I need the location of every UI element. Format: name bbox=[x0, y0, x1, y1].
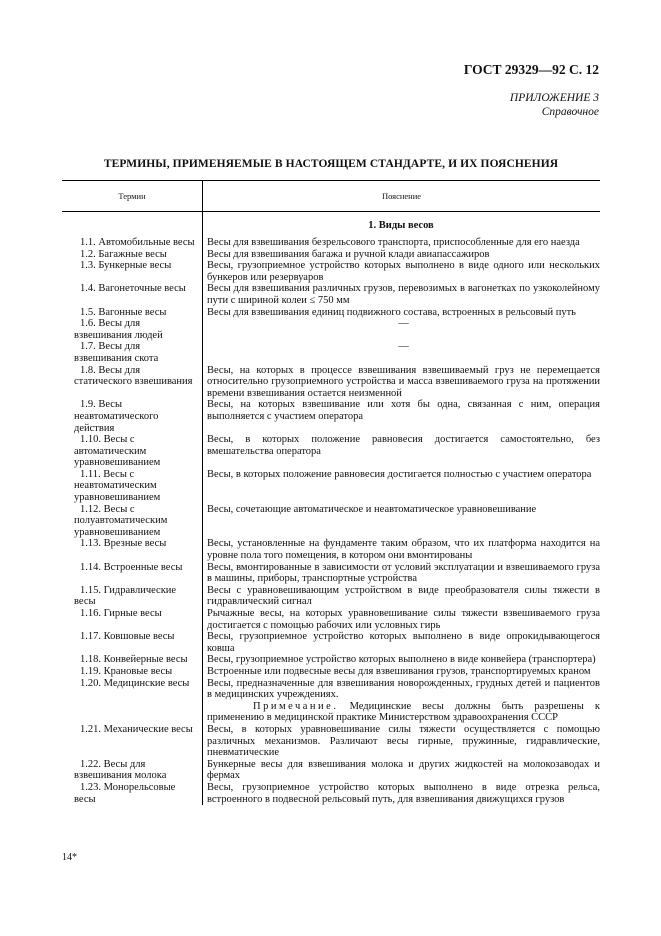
explanation-cell: Бункерные весы для взвешивания молока и других жидкостей на молокозаводах и фермах bbox=[207, 758, 600, 782]
explanation-cell: Встроенные или подвесные весы для взвешивания грузов, транспортируемых краном bbox=[207, 665, 591, 677]
table-row bbox=[62, 585, 600, 608]
term-cell: 1.17. Ковшовые весы bbox=[80, 631, 175, 643]
term-cell: 1.14. Встроенные весы bbox=[80, 561, 183, 573]
term-cell: 1.23. Монорельсовые весы bbox=[74, 781, 176, 805]
table-row bbox=[62, 759, 600, 782]
explanation-cell: Весы, в которых уравновешивание силы тяжести осуществляется с помощью различных механизмов. Различают весы гирные, пружинные, гидравлические, пневматические bbox=[207, 723, 600, 759]
table-row bbox=[62, 504, 600, 539]
terms-table bbox=[62, 180, 600, 805]
term-cell: 1.11. Весы с неавтоматическим уравновешиванием bbox=[74, 468, 161, 504]
explanation-cell: Весы, в которых положение равновесия достигается самостоятельно, без вмешательства оператора bbox=[207, 434, 600, 457]
term-cell: 1.16. Гирные весы bbox=[80, 608, 162, 619]
appendix-type: Справочное bbox=[541, 106, 599, 118]
table-row bbox=[62, 318, 600, 341]
term-cell: 1.18. Конвейерные весы bbox=[80, 654, 188, 666]
term-cell: 1.2. Багажные весы bbox=[80, 248, 167, 260]
table-row bbox=[62, 538, 600, 561]
note-label: Примечание. bbox=[253, 700, 339, 712]
table-row bbox=[62, 654, 600, 666]
term-cell: 1.21. Механические весы bbox=[80, 723, 193, 735]
term-cell: 1.7. Весы для взвешивания скота bbox=[74, 341, 159, 364]
table-note bbox=[62, 701, 600, 724]
explanation-cell: Весы, грузоприемное устройство которых выполнено в виде конвейера (транспортера) bbox=[207, 654, 596, 666]
explanation-cell: Весы, предназначенные для взвешивания новорожденных, грудных детей и пациентов в медицинских учреждениях. bbox=[207, 677, 600, 701]
table-row bbox=[62, 724, 600, 759]
explanation-cell: Весы, на которых в процессе взвешивания взвешиваемый груз не перемещается относительно грузоприемного устройства и масса взвешиваемого груза на протяжении времени взвешивания остается неизменной bbox=[207, 364, 600, 399]
table-row bbox=[62, 666, 600, 678]
explanation-cell: Весы для взвешивания единиц подвижного состава, встроенных в рельсовый путь bbox=[207, 306, 576, 318]
table-row bbox=[62, 307, 600, 319]
page-title: ТЕРМИНЫ, ПРИМЕНЯЕМЫЕ В НАСТОЯЩЕМ СТАНДАРТЕ, И ИХ ПОЯСНЕНИЯ bbox=[103, 158, 559, 170]
table-body bbox=[62, 212, 600, 805]
term-cell: 1.10. Весы с автоматическим уравновешиванием bbox=[74, 434, 161, 469]
column-header-explanation: Пояснение bbox=[381, 191, 422, 201]
explanation-cell: Весы, сочетающие автоматическое и неавтоматическое уравновешивание bbox=[207, 503, 537, 515]
term-cell: 1.4. Вагонеточные весы bbox=[80, 283, 186, 295]
table-row bbox=[62, 399, 600, 434]
table-row bbox=[62, 562, 600, 585]
table-row bbox=[62, 678, 600, 701]
term-cell: 1.6. Весы для взвешивания людей bbox=[74, 318, 163, 341]
explanation-cell: Весы, грузоприемное устройство которых выполнено в виде опрокидывающегося ковша bbox=[207, 631, 600, 654]
explanation-cell: — bbox=[398, 318, 409, 330]
explanation-cell: Весы, на которых взвешивание или хотя бы одна, связанная с ним, операция выполняется с участием оператора bbox=[207, 399, 600, 422]
table-row bbox=[62, 608, 600, 631]
term-cell: 1.15. Гидравлические весы bbox=[74, 584, 177, 608]
term-cell: 1.12. Весы с полуавтоматическим уравновешиванием bbox=[74, 503, 168, 538]
table-row bbox=[62, 365, 600, 400]
table-header bbox=[62, 180, 600, 212]
table-row bbox=[62, 260, 600, 283]
note-text: Медицинские весы должны быть разрешены к применению в медицинской практике Министерством здравоохранения СССР bbox=[207, 700, 601, 724]
term-cell: 1.8. Весы для статического взвешивания bbox=[74, 364, 193, 388]
term-cell: 1.3. Бункерные весы bbox=[80, 260, 172, 272]
table-row bbox=[62, 237, 600, 249]
explanation-cell: Весы для взвешивания различных грузов, перевозимых в вагонетках по узкоколейному пути с шириной колеи ≤ 750 мм bbox=[207, 283, 600, 306]
page-header-gost: ГОСТ 29329—92 С. 12 bbox=[463, 62, 599, 77]
explanation-cell: — bbox=[398, 341, 409, 353]
table-row bbox=[62, 249, 600, 261]
table-row bbox=[62, 341, 600, 364]
appendix-label: ПРИЛОЖЕНИЕ 3 bbox=[509, 92, 599, 104]
term-cell: 1.20. Медицинские весы bbox=[80, 677, 190, 689]
explanation-cell: Весы для взвешивания багажа и ручной клади авиапассажиров bbox=[207, 248, 490, 260]
term-cell: 1.13. Врезные весы bbox=[80, 538, 167, 550]
section-title: 1. Виды весов bbox=[368, 220, 434, 231]
term-cell: 1.22. Весы для взвешивания молока bbox=[74, 758, 167, 782]
term-cell: 1.9. Весы неавтоматического действия bbox=[74, 399, 159, 434]
explanation-cell: Весы, грузоприемное устройство которых выполнено в виде одного или нескольких бункеров или резервуаров bbox=[207, 260, 600, 283]
term-cell: 1.1. Автомобильные весы bbox=[80, 237, 195, 248]
explanation-cell: Весы с уравновешивающим устройством в виде преобразователя силы тяжести в гидравлический сигнал bbox=[207, 584, 600, 608]
table-row bbox=[62, 631, 600, 654]
page-footer: 14* bbox=[62, 852, 77, 863]
explanation-cell: Рычажные весы, на которых уравновешивание силы тяжести взвешиваемого груза достигается с помощью рабочих или условных гирь bbox=[207, 608, 600, 631]
explanation-cell: Весы для взвешивания безрельсового транспорта, приспособленные для его наезда bbox=[207, 237, 580, 248]
explanation-cell: Весы, в которых положение равновесия достигается полностью с участием оператора bbox=[207, 468, 592, 480]
table-row bbox=[62, 434, 600, 469]
explanation-cell: Весы, установленные на фундаменте таким образом, что их платформа находится на уровне пола того помещения, в котором они вмонтированы bbox=[207, 538, 600, 562]
term-cell: 1.5. Вагонные весы bbox=[80, 306, 167, 318]
table-row bbox=[62, 283, 600, 306]
table-row bbox=[62, 469, 600, 504]
column-header-term: Термин bbox=[62, 181, 203, 211]
table-row bbox=[62, 782, 600, 805]
explanation-cell: Весы, вмонтированные в зависимости от условий эксплуатации и взвешиваемого груза в машины, приборы, транспортные устройства bbox=[207, 561, 600, 585]
term-cell: 1.19. Крановые весы bbox=[80, 665, 173, 677]
explanation-cell: Весы, грузоприемное устройство которых выполнено в виде отрезка рельса, встроенного в подвесной рельсовый путь, для взвешивания движущихся грузов bbox=[207, 781, 600, 805]
